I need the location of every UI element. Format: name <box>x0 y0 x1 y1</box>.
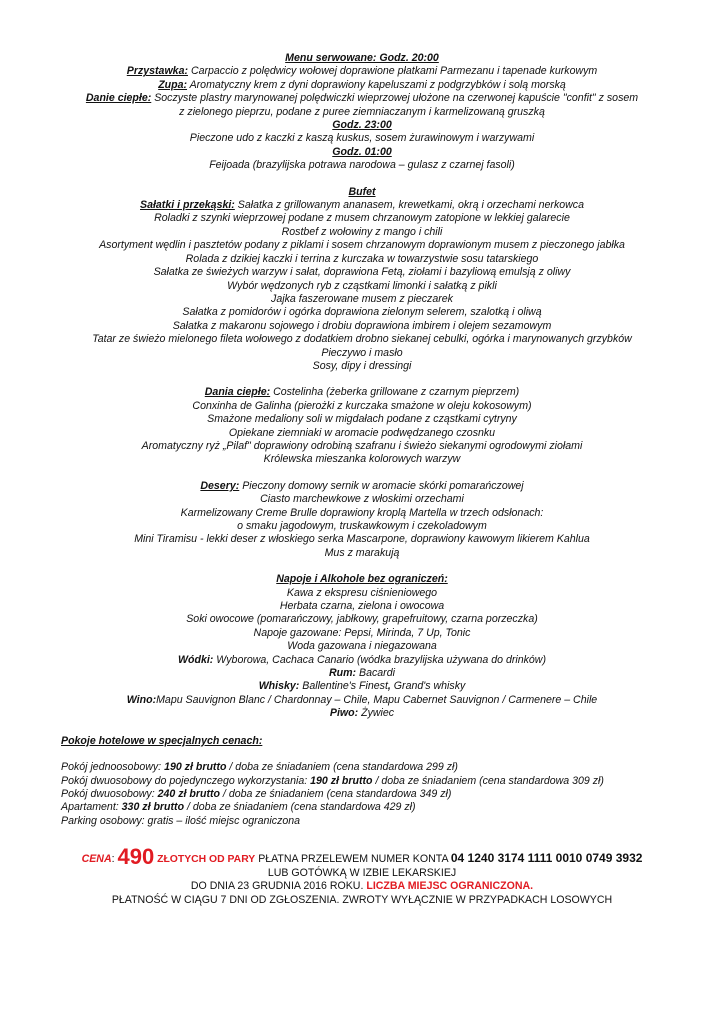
room-note: / doba ze śniadaniem (cena standardowa 309 zł) <box>372 774 604 787</box>
salad-item: Jajka faszerowane musem z pieczarek <box>271 292 453 305</box>
salad-item: Pieczywo i masło <box>321 346 403 359</box>
room-type: Pokój jednoosobowy: <box>61 761 165 774</box>
rum-text: Bacardi <box>356 667 395 680</box>
whisky-text2: Grand's whisky <box>390 680 466 693</box>
dessert-item: Mini Tiramisu - lekki deser z włoskiego serka Mascarpone, doprawiony kawowym likierem Kahlua <box>134 533 590 546</box>
salad-item: Asortyment wędlin i pasztetów podany z piklami i sosem chrzanowym doprawionym musem z pieczonego jabłka <box>99 239 625 252</box>
dish-23: Pieczone udo z kaczki z kaszą kuskus, sosem żurawinowym i warzywami <box>189 132 535 145</box>
beer-text: Żywiec <box>358 707 395 720</box>
price-per-pair: ZŁOTYCH OD PARY <box>154 854 256 866</box>
drink-item: Soki owocowe (pomarańczowy, jabłkowy, grapefruitowy, czarna porzeczka) <box>186 613 538 626</box>
hot-item: Costelinha (żeberka grillowane z czarnym pieprzem) <box>270 386 520 399</box>
beer-label: Piwo: <box>329 707 359 720</box>
salad-item: Rolada z dzikiej kaczki i terrina z kurczaka w towarzystwie sosu tatarskiego <box>185 252 539 265</box>
menu-soup <box>0 79 724 92</box>
dessert-item: Karmelizowany Creme Brulle doprawiony kroplą Martella w trzech odsłonach: <box>180 506 544 519</box>
dessert-item: o smaku jagodowym, truskawkowym i czekoladowym <box>237 520 487 532</box>
wine-text: Mapu Sauvignon Blanc / Chardonnay – Chile, Mapu Cabernet Sauvignon / Carmenere – Chile <box>156 693 598 706</box>
time-01: Godz. 01:00 <box>332 145 392 158</box>
wine-line <box>0 694 724 707</box>
menu-starter <box>0 65 724 78</box>
salad-item: Roladki z szynki wieprzowej podane z musem chrzanowym zatopione w lekkiej galarecie <box>154 212 570 225</box>
room-price: 330 zł brutto <box>121 801 185 814</box>
soup-label: Zupa: <box>158 78 188 91</box>
salads-label: Sałatki i przekąski: <box>140 199 235 212</box>
salad-item: Sosy, dipy i dressingi <box>312 359 412 372</box>
room-note: / doba ze śniadaniem (cena standardowa 429 zł) <box>184 801 416 814</box>
hot-item: Królewska mieszanka kolorowych warzyw <box>263 453 461 466</box>
parking-line: Parking osobowy: gratis – ilość miejsc ograniczona <box>61 814 301 827</box>
room-type: Pokój dwuosobowy do pojedynczego wykorzystania: <box>61 774 311 787</box>
room-price: 190 zł brutto <box>310 774 373 787</box>
menu-title: Menu serwowane: Godz. 20:00 <box>285 52 439 64</box>
account-number: 04 1240 3174 1111 0010 0749 3932 <box>450 851 643 866</box>
wine-label: Wino: <box>126 693 157 706</box>
menu-main-line2: z zielonego pieprzu, podane z puree ziemniaczanym i karmelizowaną gruszką <box>179 105 545 118</box>
room-note: / doba ze śniadaniem (cena standardowa 349 zł) <box>219 787 452 800</box>
whisky-comma: , <box>387 680 391 693</box>
room-price: 190 zł brutto <box>164 761 227 774</box>
soup-text: Aromatyczny krem z dyni doprawiony kapeluszami z podgrzybków i solą morską <box>187 78 566 91</box>
price-line <box>0 844 724 870</box>
hot-item: Opiekane ziemniaki w aromacie podwędzanego czosnku <box>228 426 496 439</box>
hot-first <box>0 386 724 399</box>
room-type: Apartament: <box>61 801 122 814</box>
room-note: / doba ze śniadaniem (cena standardowa 299 zł) <box>226 761 458 774</box>
salad-item: Sałatka ze świeżych warzyw i sałat, doprawiona Fetą, ziołami i bazyliową emulsją z oliwy <box>153 266 571 279</box>
deadline-text: DO DNIA 23 GRUDNIA 2016 ROKU. <box>190 880 367 893</box>
whisky-line <box>0 680 724 693</box>
dessert-item: Pieczony domowy sernik w aromacie skórki pomarańczowej <box>239 479 524 492</box>
whisky-text: Ballentine's Finest <box>299 680 388 693</box>
room-price: 240 zł brutto <box>157 787 220 800</box>
salad-item: Sałatka z grillowanym ananasem, krewetkami, okrą i orzechami nerkowca <box>234 199 584 212</box>
dessert-item: Mus z marakują <box>324 546 400 559</box>
salad-item: Wybór wędzonych ryb z cząstkami limonki i sałatką z pikli <box>227 279 497 292</box>
desserts-first <box>0 480 724 493</box>
hot-label: Dania ciepłe: <box>204 386 271 399</box>
room-item <box>0 801 724 814</box>
beer-line <box>0 707 724 720</box>
footer-deadline <box>0 880 724 894</box>
desserts-label: Desery: <box>200 479 240 492</box>
dish-01: Feijoada (brazylijska potrawa narodowa – gulasz z czarnej fasoli) <box>209 159 515 172</box>
rum-label: Rum: <box>329 667 357 680</box>
salad-item: Sałatka z makaronu sojowego i drobiu doprawiona imbirem i olejem sezamowym <box>172 319 552 332</box>
room-item <box>0 788 724 801</box>
hot-item: Smażone medaliony soli w migdałach podane z cząstkami cytryny <box>207 413 517 426</box>
drink-item: Napoje gazowane: Pepsi, Mirinda, 7 Up, Tonic <box>253 626 471 639</box>
menu-document <box>0 52 724 908</box>
room-item <box>0 775 724 788</box>
starter-label: Przystawka: <box>126 65 188 78</box>
time-23: Godz. 23:00 <box>332 119 392 132</box>
drink-item: Woda gazowana i niegazowana <box>287 640 437 653</box>
rooms-title: Pokoje hotelowe w specjalnych cenach: <box>61 734 263 747</box>
salad-item: Sałatka z pomidorów i ogórka doprawiona zielonym selerem, szalotką i oliwą <box>182 306 542 319</box>
vodka-label: Wódki: <box>178 653 214 666</box>
footer-payment-terms: PŁATNOŚĆ W CIĄGU 7 DNI OD ZGŁOSZENIA. ZWROTY WYŁĄCZNIE W PRZYPADKACH LOSOWYCH <box>111 893 613 906</box>
salads-first <box>0 199 724 212</box>
starter-text: Carpaccio z polędwicy wołowej doprawione płatkami Parmezanu i tapenade kurkowym <box>188 65 598 78</box>
drink-item: Herbata czarna, zielona i owocowa <box>279 600 445 613</box>
room-item <box>0 761 724 774</box>
vodka-line <box>0 654 724 667</box>
main-text: Soczyste plastry marynowanej polędwiczki wieprzowej ułożone na czerwonej kapuście "confit" z sosem <box>151 92 639 105</box>
main-label: Danie ciepłe: <box>85 92 152 105</box>
drink-item: Kawa z ekspresu ciśnieniowego <box>286 586 438 599</box>
rum-line <box>0 667 724 680</box>
whisky-label: Whisky: <box>258 680 300 693</box>
price-amount: 490 <box>117 844 155 870</box>
footer-cash: LUB GOTÓWKĄ W IZBIE LEKARSKIEJ <box>267 866 457 879</box>
price-colon: : <box>111 853 118 866</box>
vodka-text: Wyborowa, Cachaca Canario (wódka brazylijska używana do drinków) <box>213 653 546 666</box>
menu-main <box>0 92 724 105</box>
room-type: Pokój dwuosobowy: <box>61 787 158 800</box>
dessert-item: Ciasto marchewkowe z włoskimi orzechami <box>260 493 464 506</box>
salad-item: Rostbef z wołowiny z mango i chili <box>281 225 443 238</box>
price-cena: CENA <box>81 853 112 866</box>
salad-item: Tatar ze świeżo mielonego fileta wołowego z dodatkiem drobno siekanej cebulki, ogórka i marynowanych grzybków <box>92 333 632 346</box>
buffet-title: Bufet <box>348 185 376 198</box>
hot-item: Conxinha de Galinha (pierożki z kurczaka smażone w oleju kokosowym) <box>192 399 532 412</box>
hot-item: Aromatyczny ryż „Pilaf" doprawiony odrobiną szafranu i świeżo siekanymi ogrodowymi ziołami <box>141 439 583 452</box>
drinks-title: Napoje i Alkohole bez ograniczeń: <box>276 573 448 586</box>
price-transfer: PŁATNA PRZELEWEM NUMER KONTA <box>255 853 451 866</box>
limited-seats: LICZBA MIEJSC OGRANICZONA. <box>366 880 534 893</box>
